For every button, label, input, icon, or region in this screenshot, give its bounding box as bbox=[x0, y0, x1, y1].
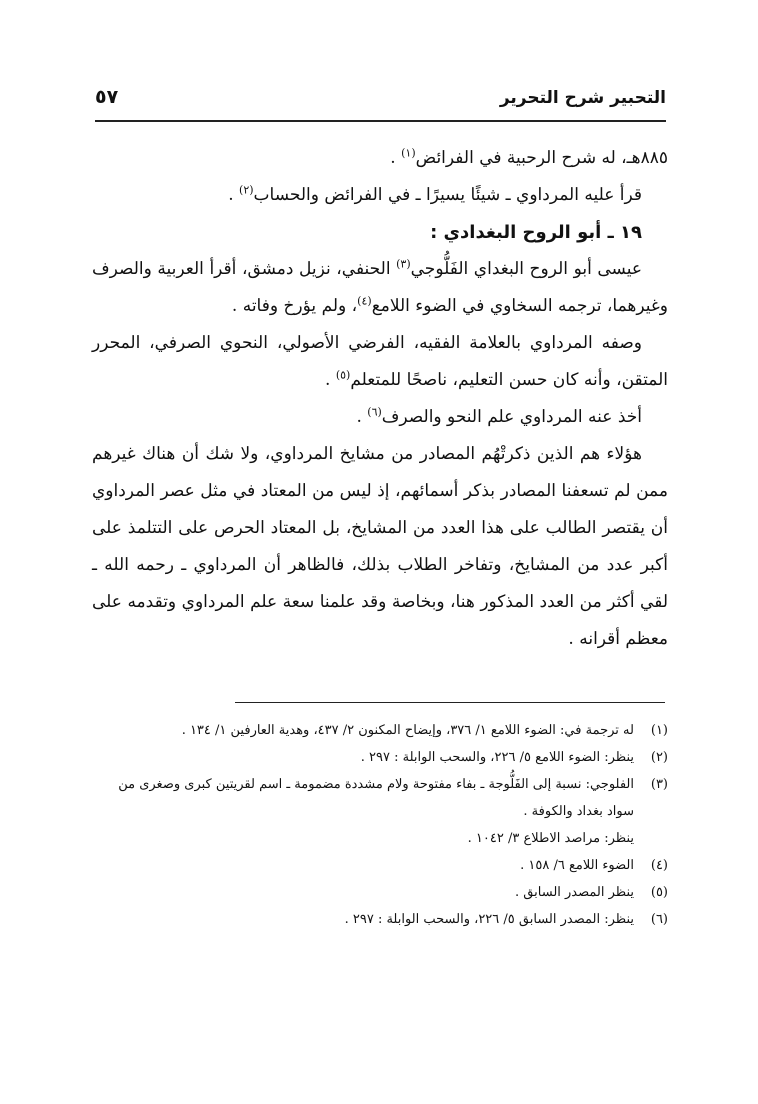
footnote-ref[interactable]: (٦) bbox=[367, 405, 382, 419]
paragraph-text: . bbox=[390, 148, 402, 168]
footnote-text: ينظر المصدر السابق . bbox=[515, 885, 634, 900]
footnote-body bbox=[92, 852, 634, 879]
footnote-text: الضوء اللامع ٦/ ١٥٨ . bbox=[520, 858, 634, 873]
main-text bbox=[92, 140, 668, 658]
paragraph-text: . bbox=[228, 185, 240, 205]
footnote-number: (١) bbox=[650, 723, 668, 738]
running-title: التحبير شرح التحرير bbox=[499, 88, 666, 108]
paragraph bbox=[92, 251, 668, 325]
footnote-number: (٣) bbox=[650, 777, 668, 792]
page-header bbox=[95, 86, 666, 122]
footnote bbox=[92, 744, 668, 771]
footnote-body bbox=[92, 744, 634, 771]
footnotes bbox=[92, 717, 668, 933]
footnote-ref[interactable]: (٥) bbox=[335, 368, 351, 382]
footnote-number: (٢) bbox=[650, 750, 668, 765]
paragraph bbox=[92, 140, 668, 177]
paragraph-text: ٨٨٥هـ، له شرح الرحبية في الفرائض bbox=[415, 148, 668, 168]
paragraph-text: الحنفي، نزيل دمشق، أقرأ العربية والصرف وغيرهما، ترجمه السخاوي في الضوء اللامع bbox=[92, 259, 668, 316]
paragraph-text: ، ولم يؤرخ وفاته . bbox=[231, 296, 358, 316]
paragraph-text: . bbox=[325, 370, 336, 390]
paragraph bbox=[92, 325, 668, 399]
paragraph bbox=[92, 399, 668, 436]
footnote-text: له ترجمة في: الضوء اللامع ١/ ٣٧٦، وإيضاح المكنون ٢/ ٤٣٧، وهدية العارفين ١/ ١٣٤ . bbox=[181, 723, 634, 738]
paragraph-text: أخذ عنه المرداوي علم النحو والصرف bbox=[381, 407, 642, 427]
footnote-text: ينظر: مراصد الاطلاع ٣/ ١٠٤٢ . bbox=[467, 831, 634, 846]
footnote-ref[interactable]: (٣) bbox=[396, 257, 411, 271]
footnote bbox=[92, 717, 668, 744]
paragraph bbox=[92, 177, 668, 214]
footnote-body bbox=[92, 906, 634, 933]
page-number: ٥٧ bbox=[95, 86, 119, 108]
footnote-number: (٥) bbox=[650, 885, 668, 900]
paragraph-text: . bbox=[356, 407, 368, 427]
footnote-text: ينظر: الضوء اللامع ٥/ ٢٢٦، والسحب الوابلة : ٢٩٧ . bbox=[360, 750, 634, 765]
footnote bbox=[92, 852, 668, 879]
footnote-divider bbox=[235, 702, 665, 703]
footnote-ref[interactable]: (٢) bbox=[239, 183, 254, 197]
footnote-number: (٦) bbox=[650, 912, 668, 927]
section-heading: ١٩ ـ أبو الروح البغدادي : bbox=[430, 222, 642, 243]
footnote-number: (٤) bbox=[650, 858, 668, 873]
paragraph-text: عيسى أبو الروح البغداي الفَلُّوجي bbox=[410, 259, 642, 279]
footnote bbox=[92, 879, 668, 906]
footnote-body bbox=[92, 879, 634, 906]
footnote-ref[interactable]: (١) bbox=[401, 146, 416, 160]
paragraph-text: قرأ عليه المرداوي ـ شيئًا يسيرًا ـ في الفرائض والحساب bbox=[253, 185, 642, 205]
footnote-text: الفلوجي: نسبة إلى الفَلُّوجة ـ بفاء مفتوحة ولام مشددة مضمومة ـ اسم لقريتين كبرى وصغرى من سواد بغداد والكوفة . bbox=[118, 777, 634, 819]
footnote-text: ينظر: المصدر السابق ٥/ ٢٢٦، والسحب الوابلة : ٢٩٧ . bbox=[344, 912, 634, 927]
footnote bbox=[92, 906, 668, 933]
footnote-ref[interactable]: (٤) bbox=[357, 294, 372, 308]
paragraph-text: وصفه المرداوي بالعلامة الفقيه، الفرضي الأصولي، النحوي الصرفي، المحرر المتقن، وأنه كان حسن التعليم، ناصحًا للمتعلم bbox=[92, 333, 668, 390]
paragraph: هؤلاء هم الذين ذكرتْهُم المصادر من مشايخ المرداوي، ولا شك أن هناك غيرهم ممن لم تسعفنا المصادر بذكر أسمائهم، إذ ليس من المعتاد في مثل عصر المرداوي أن يقتصر الطالب على هذا العدد من المشايخ، بل المعتاد الحرص على التتلمذ على أكبر عدد من المشايخ، وتفاخر الطلاب بذلك، فالظاهر أن المرداوي ـ رحمه الله ـ لقي أكثر من العدد المذكور هنا، وبخاصة وقد علمنا سعة علم المرداوي وتقدمه على معظم أقرانه . bbox=[92, 444, 668, 649]
footnote-body bbox=[92, 717, 634, 744]
footnote bbox=[92, 771, 668, 852]
footnote-body bbox=[92, 771, 634, 852]
